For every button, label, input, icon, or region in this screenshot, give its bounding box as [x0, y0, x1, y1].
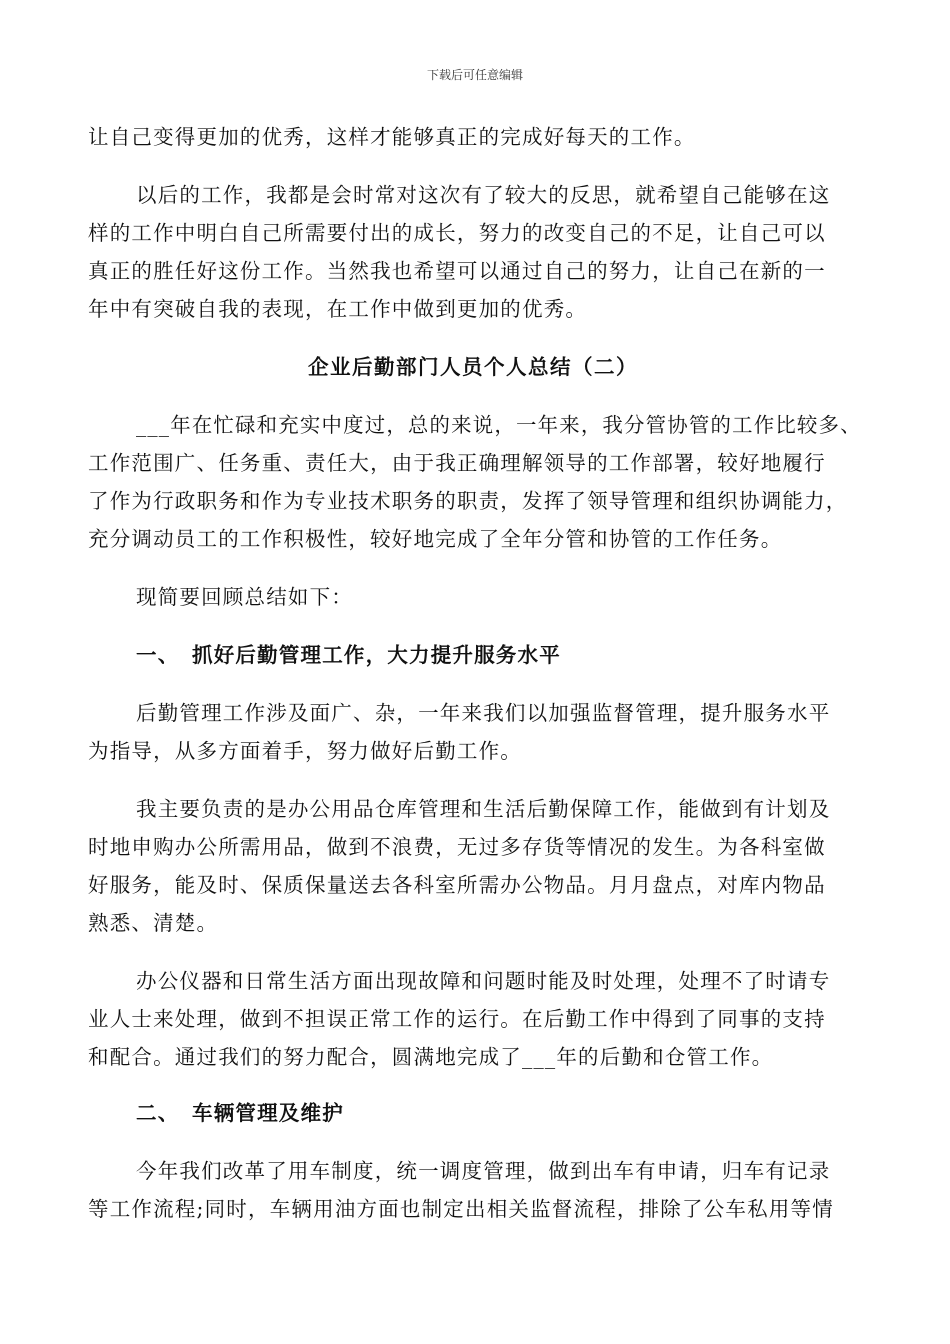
- paragraph-line: 真正的胜任好这份工作。当然我也希望可以通过自己的努力，让自己在新的一: [88, 259, 826, 283]
- paragraph-line: 后勤管理工作涉及面广、杂，一年来我们以加强监督管理，提升服务水平: [136, 701, 831, 725]
- paragraph-line: 今年我们改革了用车制度，统一调度管理，做到出车有申请，归车有记录: [136, 1159, 831, 1183]
- paragraph-line: 时地申购办公所需用品，做到不浪费，无过多存货等情况的发生。为各科室做: [88, 835, 826, 859]
- section-heading-2: [136, 1096, 344, 1130]
- paragraph-line: ___年在忙碌和充实中度过，总的来说，一年来，我分管协管的工作比较多、: [136, 413, 862, 437]
- paragraph-line: 和配合。通过我们的努力配合，圆满地完成了___年的后勤和仓管工作。: [88, 1045, 774, 1069]
- paragraph-line: 工作范围广、任务重、责任大，由于我正确理解领导的工作部署，较好地履行: [88, 451, 826, 475]
- paragraph-line: 好服务，能及时、保质保量送去各科室所需办公物品。月月盘点，对库内物品: [88, 873, 826, 897]
- section-heading-1: [136, 638, 561, 672]
- paragraph-line: 以后的工作，我都是会时常对这次有了较大的反思，就希望自己能够在这: [136, 183, 831, 207]
- paragraph-line: 熟悉、清楚。: [88, 911, 219, 935]
- paragraph-line: 充分调动员工的工作积极性，较好地完成了全年分管和协管的工作任务。: [88, 527, 783, 551]
- paragraph-line: 办公仪器和日常生活方面出现故障和问题时能及时处理，处理不了时请专: [136, 969, 831, 993]
- paragraph-line: 让自己变得更加的优秀，这样才能够真正的完成好每天的工作。: [88, 125, 696, 149]
- paragraph-line: 年中有突破自我的表现，在工作中做到更加的优秀。: [88, 297, 588, 321]
- heading-number: 一、: [136, 643, 180, 667]
- paragraph-line: 我主要负责的是办公用品仓库管理和生活后勤保障工作，能做到有计划及: [136, 797, 831, 821]
- heading-number: 二、: [136, 1101, 180, 1125]
- section-title: 企业后勤部门人员个人总结（二）: [308, 355, 638, 379]
- paragraph-line: 等工作流程;同时，车辆用油方面也制定出相关监督流程，排除了公车私用等情: [88, 1197, 834, 1221]
- paragraph-line: 样的工作中明白自己所需要付出的成长，努力的改变自己的不足，让自己可以: [88, 221, 826, 245]
- paragraph-line: 业人士来处理，做到不担误正常工作的运行。在后勤工作中得到了同事的支持: [88, 1007, 826, 1031]
- paragraph-line: 现简要回顾总结如下：: [136, 585, 353, 609]
- paragraph-line: 为指导，从多方面着手，努力做好后勤工作。: [88, 739, 522, 763]
- page-header: 下载后可任意编辑: [426, 68, 523, 82]
- paragraph-line: 了作为行政职务和作为专业技术职务的职责，发挥了领导管理和组织协调能力，: [88, 489, 848, 513]
- heading-text: 车辆管理及维护: [192, 1101, 344, 1125]
- heading-text: 抓好后勤管理工作，大力提升服务水平: [192, 643, 561, 667]
